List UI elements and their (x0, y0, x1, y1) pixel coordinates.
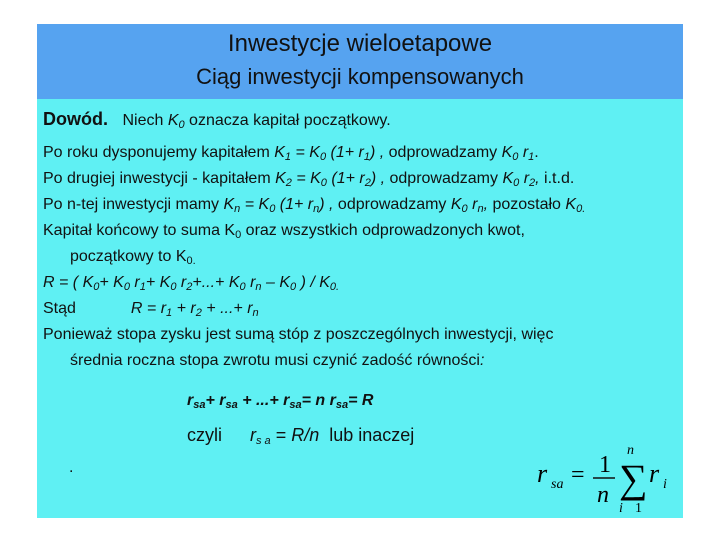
formula-term-sub: i (663, 477, 667, 492)
formula-lhs-sub: sa (551, 477, 564, 492)
proof-line-1: Dowód. Niech $K_0$ oznacza kapitał początkowy. (43, 109, 391, 131)
proof-line-5: Kapitał końcowy to suma $K_0$ oraz wszystkich odprowadzonych kwot, (43, 222, 525, 241)
equation-average-rate: $r_{sa}+ r_{sa}$ + ...+ $r_{sa}= n$ $r_{sa}= R$ (187, 392, 374, 411)
formula-denominator: n (597, 482, 609, 508)
proof-line-4: Po n-tej inwestycji mamy $K_n = K_0$ $(1+ r_n)$ , odprowadzamy $K_0$ $r_n$, pozostało $K_{0.}$ (43, 196, 586, 215)
formula-sum-upper: n (627, 443, 634, 458)
proof-line-10: średnia roczna stopa zwrotu musi czynić zadość równości: (70, 352, 485, 369)
formula-sum-lower-1: 1 (635, 501, 642, 516)
proof-line-8: Stąd $R = r_1 + r_2$ + ...+ $r_n$ (43, 300, 259, 319)
formula-lhs: r (537, 459, 548, 488)
formula-sigma: ∑ (619, 456, 648, 501)
formula-numerator: 1 (599, 452, 611, 478)
slide-header (37, 24, 683, 99)
proof-line-3: Po drugiej inwestycji - kapitałem $K_2 = K_0$ $(1+ r_2)$ , odprowadzamy $K_0$ $r_2$, i.t.d. (43, 170, 575, 189)
bullet-dot: . (69, 459, 74, 476)
sum-formula (531, 436, 677, 516)
equation-r-over-n: czyli $r_{s a} = R/n$ lub inaczej (187, 425, 415, 447)
proof-line-2: Po roku dysponujemy kapitałem $K_1 = K_0$ $(1+ r_1)$ , odprowadzamy $K_0$ $r_1$. (43, 144, 539, 163)
slide (37, 24, 683, 518)
proof-line-9: Ponieważ stopa zysku jest sumą stóp z poszczególnych inwestycji, więc (43, 326, 554, 343)
slide-subtitle: Ciąg inwestycji kompensowanych (196, 64, 524, 89)
formula-term: r (649, 459, 660, 488)
proof-line-7: R = ( $K_0+ K_0$ $r_1+ K_0$ $r_2+...+ K_0$ $r_n - K_0$ ) / $K_{0.}$ (43, 274, 340, 293)
proof-line-6: początkowy to $K_{0.}$ (70, 248, 196, 267)
formula-equals: = (571, 462, 585, 488)
slide-title: Inwestycje wieloetapowe (227, 30, 493, 57)
proof-lead: Dowód. (43, 109, 108, 129)
formula-sum-lower-i: i (619, 501, 623, 516)
